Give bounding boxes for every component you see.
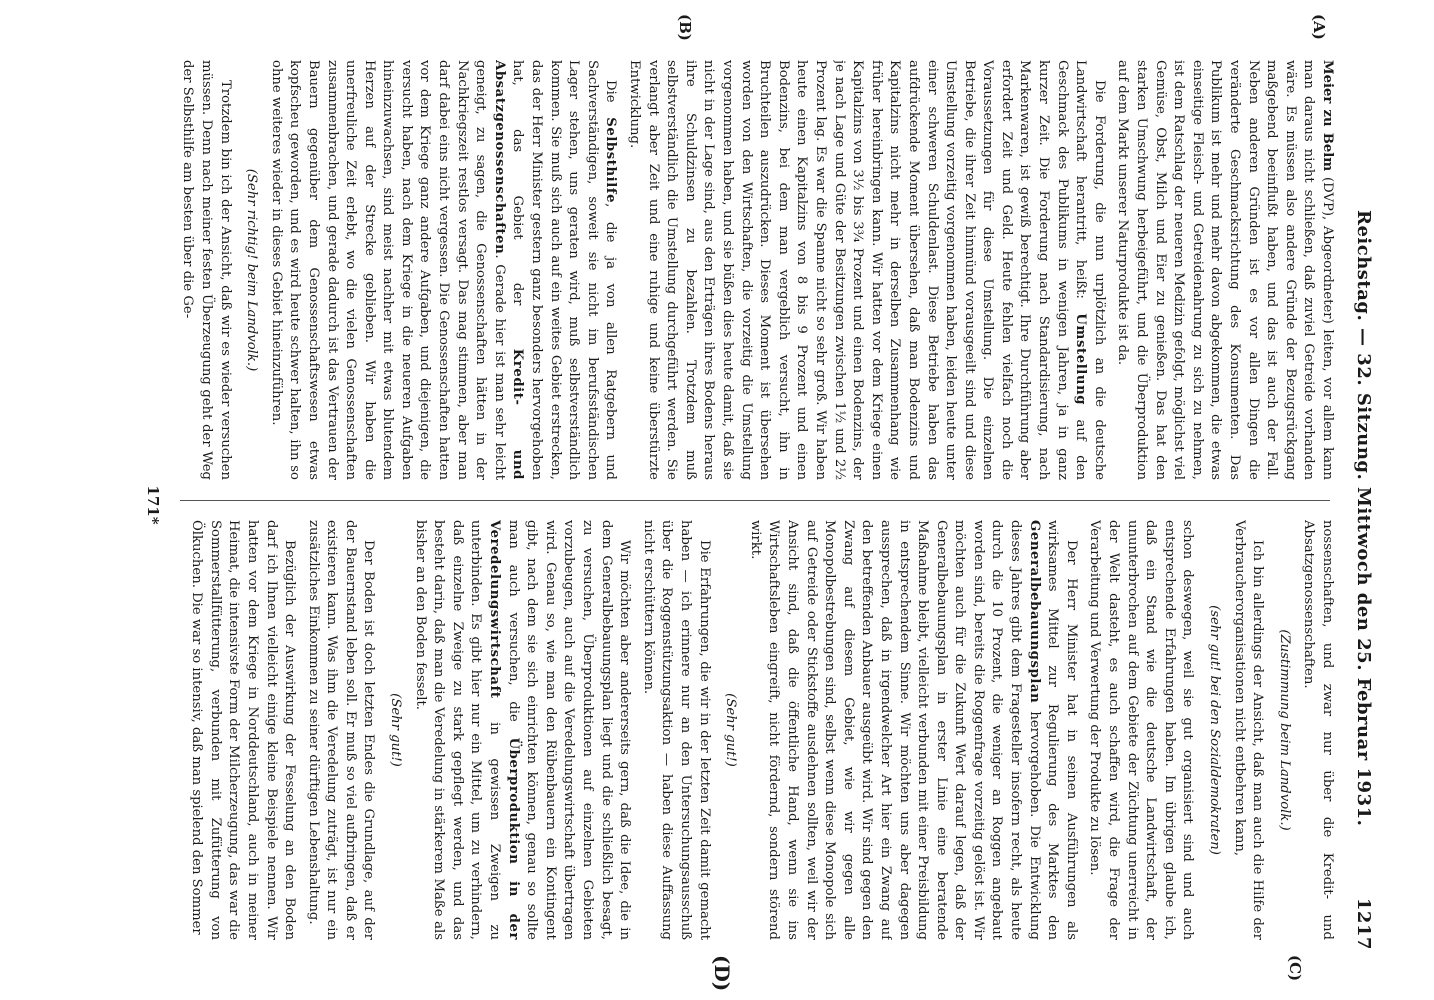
- interjection: (Zustimmung beim Landvolk.): [1276, 629, 1292, 831]
- emphasis-term: Selbsthilfe: [603, 117, 619, 204]
- paragraph-text: hervorgehoben. Die Entwicklung dieses Jahres gibt dem Fragesteller insofern recht, als heute durch die 10 Prozent, die weniger an Roggen angebaut worden sind, bereits die Roggenfrage vorzeitig gelöst ist. Wir möchten auch für die Zukunft Wert darauf legen, daß der Generalbebauungsplan in erster Linie eine beratende Maßnahme bleibt, vielleicht verbunden mit einer Preisbildung in entsprechendem Sinne. Wir möchten uns aber dagegen aussprechen, daß in irgendwelcher Art hier ein Zwang auf den betreffenden Anbauer ausgeübt wird. Wir sind gegen den Zwang auf diesem Gebiet, wie wir gegen alle Monopolbestrebungen sind, selbst wenn diese Monopole sich auf Getreide oder Stickstoffe ausdehnen sollten, weil wir der Ansicht sind, daß die öffentliche Hand, wenn sie ins Wirtschaftsleben eingreift, nicht fördernd, sondern störend wirkt.: [747, 520, 1042, 940]
- page-content: [144, 14, 1374, 992]
- paragraph-text: Die Forderung, die nun urplötzlich an die deutsche Landwirtschaft herantritt, heißt:: [1073, 60, 1107, 480]
- interjection: (Sehr gut!): [723, 693, 739, 767]
- emphasis-term: Generalbebauungsplan: [1026, 520, 1042, 704]
- interjection: (Sehr richtig! beim Landvolk.): [244, 168, 260, 372]
- paragraph: Die Erfahrungen, die wir in der letzten Zeit damit gemacht haben — ich erinnere nur an den Untersuchungsausschuß über die Roggenstützungsaktion — haben diese Auffassung nicht erschüttern können.: [640, 520, 712, 940]
- emphasis-term: Umstellung: [1073, 313, 1089, 406]
- page-footer-mark: 171*: [144, 485, 162, 525]
- paragraph-text: Der Herr Minister hat in seinen Ausführungen als wirksames Mittel zur Regulierung des Marktes den: [1045, 520, 1079, 940]
- speaker-party: (DVP), Abgeordneter): [1320, 171, 1335, 330]
- speaker-name: Meier zu Belm: [1320, 60, 1335, 172]
- paragraph: [410, 520, 633, 940]
- paragraph: schon deswegen, weil sie gut organisiert sind und auch entsprechende Erfahrungen haben. Im übrigen glaube ich, daß ein Stand wie die deutsche Landwirtschaft, der ununterbrochen auf dem Gebiete der Züchtung unerreicht in der Welt dasteht, es auch schaffen wird, die Frage der Verarbeitung und Verwertung der Produkte zu lösen.: [1087, 520, 1196, 940]
- paragraph-text: auf den Geschmack des Publikums in wenigen Jahren, ja in ganz kurzer Zeit. Die Forderung nach Standardisierung, nach Markenwaren, ist gewiß berechtigt. Ihre Durchführung aber erfordert Zeit und Geld. Heute fehlen vielfach noch die Voraussetzungen für diese Umstellung. Die einzelnen Betriebe, die ihrer Zeit hinmünd vorausgeeilt sind und diese Umstellung vorzeitig vorgenommen haben, leiden heute unter einer schweren Schuldenlast. Diese Betriebe haben das aufdrückende Moment übersehen, daß man Bodenzins und Kapitalzins nicht mehr in derselben Zusammenhang wie früher hereinbringen kann. Wir hatten vor dem Kriege einen Kapitalzins von 3½ bis 3¾ Prozent und einen Bodenzins, der je nach Lage und Güte der Besitzungen zwischen 1½ und 2½ Prozent lag. Es war die Spanne nicht so sehr groß. Wir haben heute einen Kapitalzins von 8 bis 9 Prozent und einen Bodenzins, bei dem man vergeblich versucht, ihn in Bruchteilen auszudrücken. Dieses Moment ist übersehen worden von den Wirtschaften, die vorzeitig die Umstellung vorgenommen haben, und sie büßen dies heute damit, daß sie nicht in der Lage sind, aus den Erträgen ihres Bodens heraus ihre Schuldzinsen zu bezahlen. Trotzdem muß selbstverständlich die Umstellung durchgeführt werden. Sie verlangt aber Zeit und eine ruhige und keine überstürzte Entwicklung.: [627, 60, 1089, 480]
- paragraph-text: . Gerade hier ist man sehr leicht geneigt, zu sagen, die Genossenschaften hätten in der Nachkriegszeit restlos versagt. Das mag stimmen, aber man darf dabei eins nicht vergessen. Die Genossenschaften hatten vor dem Kriege ganz andere Aufgaben, und diejenigen, die versucht haben, nach dem Kriege in die neueren Aufgaben hineinzuwachsen, sind meist nachher mit etwas blutendem Herzen auf der Strecke geblieben. Wir haben die unerfreuliche Zeit erlebt, wo die vielen Genossenschaften zusammenbrachen, und gerade dadurch ist das Vertrauen der Bauern gegenüber dem Genossenschaftswesen etwas kopfscheu geworden, und es wird heute schwer halten, ihn so ohne weiteres wieder in dieses Gebiet hineinzuführen.: [268, 60, 507, 480]
- paragraph: [1113, 60, 1336, 480]
- paragraph-text: Wir möchten aber andererseits gern, daß die Idee, die in dem Generalbebauungsplan liegt und die schließlich besagt, zu versuchen, Überproduktionen auf einzelnen Gebieten vorzubeugen, auch auf die Veredelungswirtschaft übertragen wird. Genau so, wie man den Rübenbauern ein Kontingent gibt, nach dem sie sich einrichten können, genau so sollte man auch versuchen, die: [505, 520, 633, 940]
- paragraph-text: , die ja von allen Ratgebern und Sachverständigen, soweit sie nicht im berufsständischen Lager stehen, uns geraten wird, muß selbstverständlich kommen. Sie muß sich auch auf ein weites Gebiet erstrecken, das der Herr Minister gestern ganz besonders hervorgehoben hat, das Gebiet der: [510, 60, 619, 480]
- emphasis-term: Überproduktion in der Veredelungswirtschaft: [487, 520, 521, 940]
- paragraph: [624, 60, 1107, 480]
- left-column: [156, 60, 1336, 480]
- paragraph-text: Die: [603, 80, 619, 118]
- paragraph: nossenschaften, und zwar nur über die Kredit- und Absatzgenossenschaften.: [1301, 520, 1335, 940]
- paragraph: [745, 520, 1080, 940]
- paragraph: [266, 60, 619, 480]
- emphasis-term: Kredit- und Absatzgenossenschaften: [491, 60, 526, 480]
- page-header: [1340, 60, 1374, 950]
- margin-marker-c: (C): [1286, 955, 1304, 982]
- header-page-number: 1217: [1353, 897, 1374, 950]
- margin-marker-d: (D): [710, 955, 734, 992]
- paragraph: Bezüglich der Auswirkung der Fesselung an den Boden darf ich Ihnen vielleicht einige kleine Beispiele nennen. Wir hatten vor dem Kriege in Norddeutschland, auch in meiner Heimat, die intensivste Form der Milcherzeugung, das war die Sommerstallfütterung, verbunden mit Zufütterung von Ölkuchen. Die war so intensiv, daß man spielend den Sommer: [189, 520, 298, 940]
- interjection: (sehr gut! bei den Sozialdemokraten): [1207, 605, 1223, 855]
- paragraph: Der Boden ist doch letzten Endes die Grundlage, auf der der Bauernstand leben soll. Er muß so viel aufbringen, daß er existieren kann. Was ihm die Veredelung zuträgt, ist nur ein zusätzliches Einkommen zu seiner dürftigen Lebenshaltung.: [305, 520, 377, 940]
- column-divider: [180, 500, 1330, 501]
- paragraph-text: leiten, vor allem kann man daraus nicht schließen, daß zuviel Getreide vorhanden wäre. Es müssen also andere Gründe der Bezugsrückgang maßgebend beeinflußt haben, und das ist auch der Fall. Neben anderen Gründen ist es vor allen Dingen die veränderte Geschmacksrichtung des Konsumenten. Das Publikum ist mehr und mehr davon abgekommen, die etwas einseitige Fleisch- und Getreidenahrung zu sich zu nehmen, ist dem Ratschlag der neueren Medizin gefolgt, möglichst viel Gemüse, Obst, Milch und Eier zu genießen. Das hat den starken Umschwung herbeigeführt, und die Überproduktion auf dem Markt unserer Naturprodukte ist da.: [1115, 60, 1335, 480]
- right-column: [156, 520, 1336, 940]
- interjection: (Sehr gut!): [388, 693, 404, 767]
- paragraph-text: in gewissen Zweigen zu unterbinden. Es gibt hier nur ein Mittel, um zu verhindern, daß einzelne Zweige zu stark gepflegt werden, und das besteht darin, daß man die Veredelung in stärkerem Maße als bisher an den Boden fesselt.: [412, 520, 503, 940]
- paragraph: Trotzdem bin ich der Ansicht, daß wir es wieder versuchen müssen. Denn nach meiner festen Überzeugung geht der Weg der Selbsthilfe am besten über die Ge-: [180, 60, 233, 480]
- paragraph: Ich bin allerdings der Ansicht, daß man auch die Hilfe der Verbraucherorganisationen nicht entbehren kann,: [1231, 520, 1266, 940]
- header-title: Reichstag. — 32. Sitzung. Mittwoch den 25. Februar 1931.: [1353, 210, 1374, 827]
- margin-marker-b: (B): [676, 14, 694, 41]
- margin-marker-a: (A): [1310, 14, 1328, 40]
